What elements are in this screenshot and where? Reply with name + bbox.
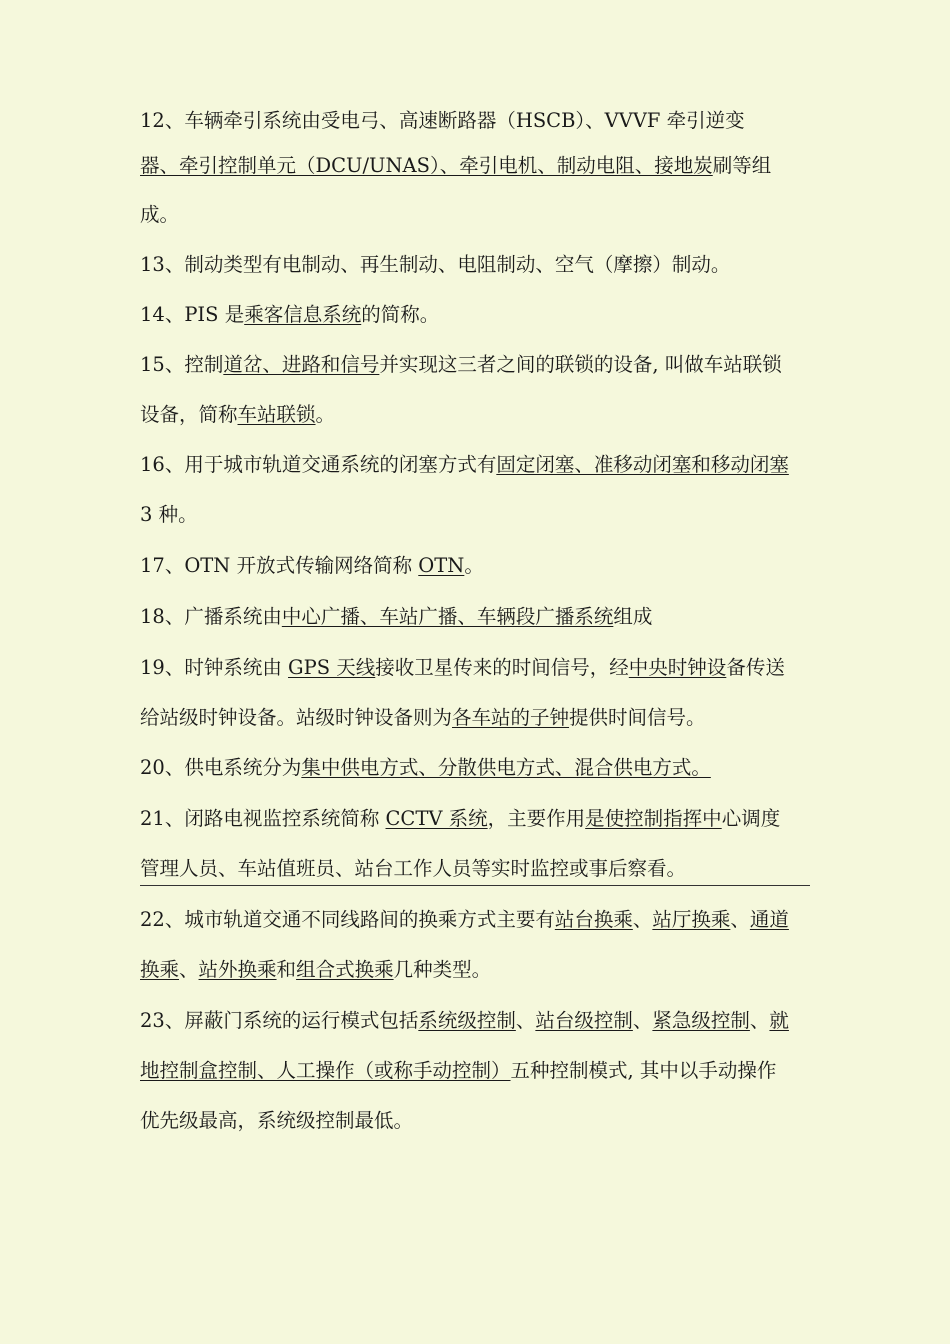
underlined-answer: 各车站的子钟 [452, 706, 570, 729]
underlined-answer: 系统级控制 [418, 1009, 516, 1032]
item-19-line-2 [140, 704, 810, 732]
text-segment: 刷等组 [712, 154, 772, 177]
text-segment: 21、闭路电视监控系统简称 [140, 807, 386, 830]
underlined-answer: 站台级控制 [535, 1009, 633, 1032]
item-18-line-1 [140, 603, 810, 631]
text-segment: 。 [464, 554, 484, 577]
text-segment: 给站级时钟设备。站级时钟设备则为 [140, 706, 453, 729]
text-segment: 19、时钟系统由 [140, 656, 289, 679]
underlined-answer: 站外换乘 [198, 958, 277, 981]
text-segment: 、 [730, 908, 750, 931]
item-17-line-1 [140, 552, 810, 580]
underlined-answer: 中心广播、车站广播、车辆段广播系统 [281, 605, 614, 628]
text-segment: 优先级最高，系统级控制最低。 [140, 1109, 414, 1132]
text-segment: 12、车辆牵引系统由受电弓、高速断路器（HSCB）、VVVF 牵引逆变 [140, 109, 745, 132]
item-15-line-1 [140, 351, 810, 379]
text-segment: 和 [276, 958, 297, 981]
item-20-line-1 [140, 754, 810, 782]
underlined-answer: 紧急级控制 [652, 1009, 750, 1032]
text-segment: 、 [179, 958, 199, 981]
text-segment: 23、屏蔽门系统的运行模式包括 [140, 1009, 419, 1032]
item-23-line-2 [140, 1057, 810, 1085]
underlined-answer: OTN [418, 554, 465, 577]
underlined-answer: 集中供电方式、分散供电方式、混合供电方式。 [301, 756, 711, 779]
item-22-line-2 [140, 956, 810, 984]
underlined-answer: 换乘 [140, 958, 180, 981]
text-segment: 提供时间信号。 [569, 706, 706, 729]
text-segment: 13、制动类型有电制动、再生制动、电阻制动、空气（摩擦）制动。 [140, 253, 731, 276]
underlined-answer: 道岔、进路和信号 [223, 353, 380, 376]
item-21-line-1 [140, 805, 810, 833]
underlined-answer: 是使控制指挥中 [585, 807, 722, 830]
underlined-answer: 固定闭塞、准移动闭塞和移动闭塞 [496, 453, 789, 476]
underlined-answer: 站厅换乘 [652, 908, 731, 931]
underlined-answer: 乘客信息系统 [244, 303, 362, 326]
item-19-line-1 [140, 654, 810, 682]
text-segment: 、 [632, 908, 653, 931]
item-14-line-1 [140, 301, 810, 329]
underline-rule [140, 885, 810, 886]
item-12-line-2 [140, 152, 810, 180]
text-segment: 五种控制模式, 其中以手动操作 [510, 1059, 777, 1082]
text-segment: 18、广播系统由 [140, 605, 282, 628]
text-segment: 心调度 [721, 807, 781, 830]
text-segment: 的简称。 [361, 303, 440, 326]
item-16-line-1 [140, 451, 810, 479]
underlined-answer: 地控制盒控制、人工操作（或称手动控制） [140, 1059, 511, 1082]
text-segment: 20、供电系统分为 [140, 756, 302, 779]
text-segment: 管理人员、车站值班员、站台工作人员等实时监控或事后察看。 [140, 857, 687, 880]
text-segment: 接收卫星传来的时间信号，经 [375, 656, 629, 679]
text-segment: 、 [632, 1009, 653, 1032]
text-segment: 15、控制 [140, 353, 224, 376]
underlined-answer: 通道 [749, 908, 789, 931]
item-12-line-1 [140, 107, 810, 135]
item-12-line-3 [140, 201, 810, 229]
text-segment: 备传送 [726, 656, 785, 679]
underlined-answer: 中央时钟设 [628, 656, 727, 679]
text-segment: 16、用于城市轨道交通系统的闭塞方式有 [140, 453, 497, 476]
item-13-line-1 [140, 251, 810, 279]
text-segment: ，主要作用 [487, 807, 586, 830]
underlined-answer: CCTV 系统 [385, 807, 488, 830]
item-23-line-3 [140, 1107, 810, 1135]
underlined-answer: 车站联锁 [237, 403, 316, 426]
underlined-answer: 站台换乘 [554, 908, 633, 931]
underlined-answer: 就 [769, 1009, 789, 1032]
underlined-answer: 组合式换乘 [296, 958, 394, 981]
item-23-line-1 [140, 1007, 810, 1035]
text-segment: 并实现这三者之间的联锁的设备, 叫做车站联锁 [379, 353, 782, 376]
item-16-line-2 [140, 501, 810, 529]
item-15-line-2 [140, 401, 810, 429]
text-segment: 几种类型。 [393, 958, 492, 981]
item-21-line-2 [140, 855, 810, 883]
text-segment: 组成 [613, 605, 653, 628]
text-segment: 、 [749, 1009, 770, 1032]
text-segment: 。 [315, 403, 336, 426]
text-segment: 、 [515, 1009, 536, 1032]
item-22-line-1 [140, 906, 810, 934]
text-segment: 3 种。 [140, 503, 198, 526]
text-segment: 设备，简称 [140, 403, 238, 426]
underlined-answer: GPS 天线 [288, 656, 376, 679]
text-segment: 成。 [140, 203, 180, 226]
text-segment: 17、OTN 开放式传输网络简称 [140, 554, 419, 577]
text-segment: 14、PIS 是 [140, 303, 245, 326]
underlined-answer: 器、牵引控制单元（DCU/UNAS）、牵引电机、制动电阻、接地炭 [140, 154, 713, 177]
text-segment: 22、城市轨道交通不同线路间的换乘方式主要有 [140, 908, 555, 931]
